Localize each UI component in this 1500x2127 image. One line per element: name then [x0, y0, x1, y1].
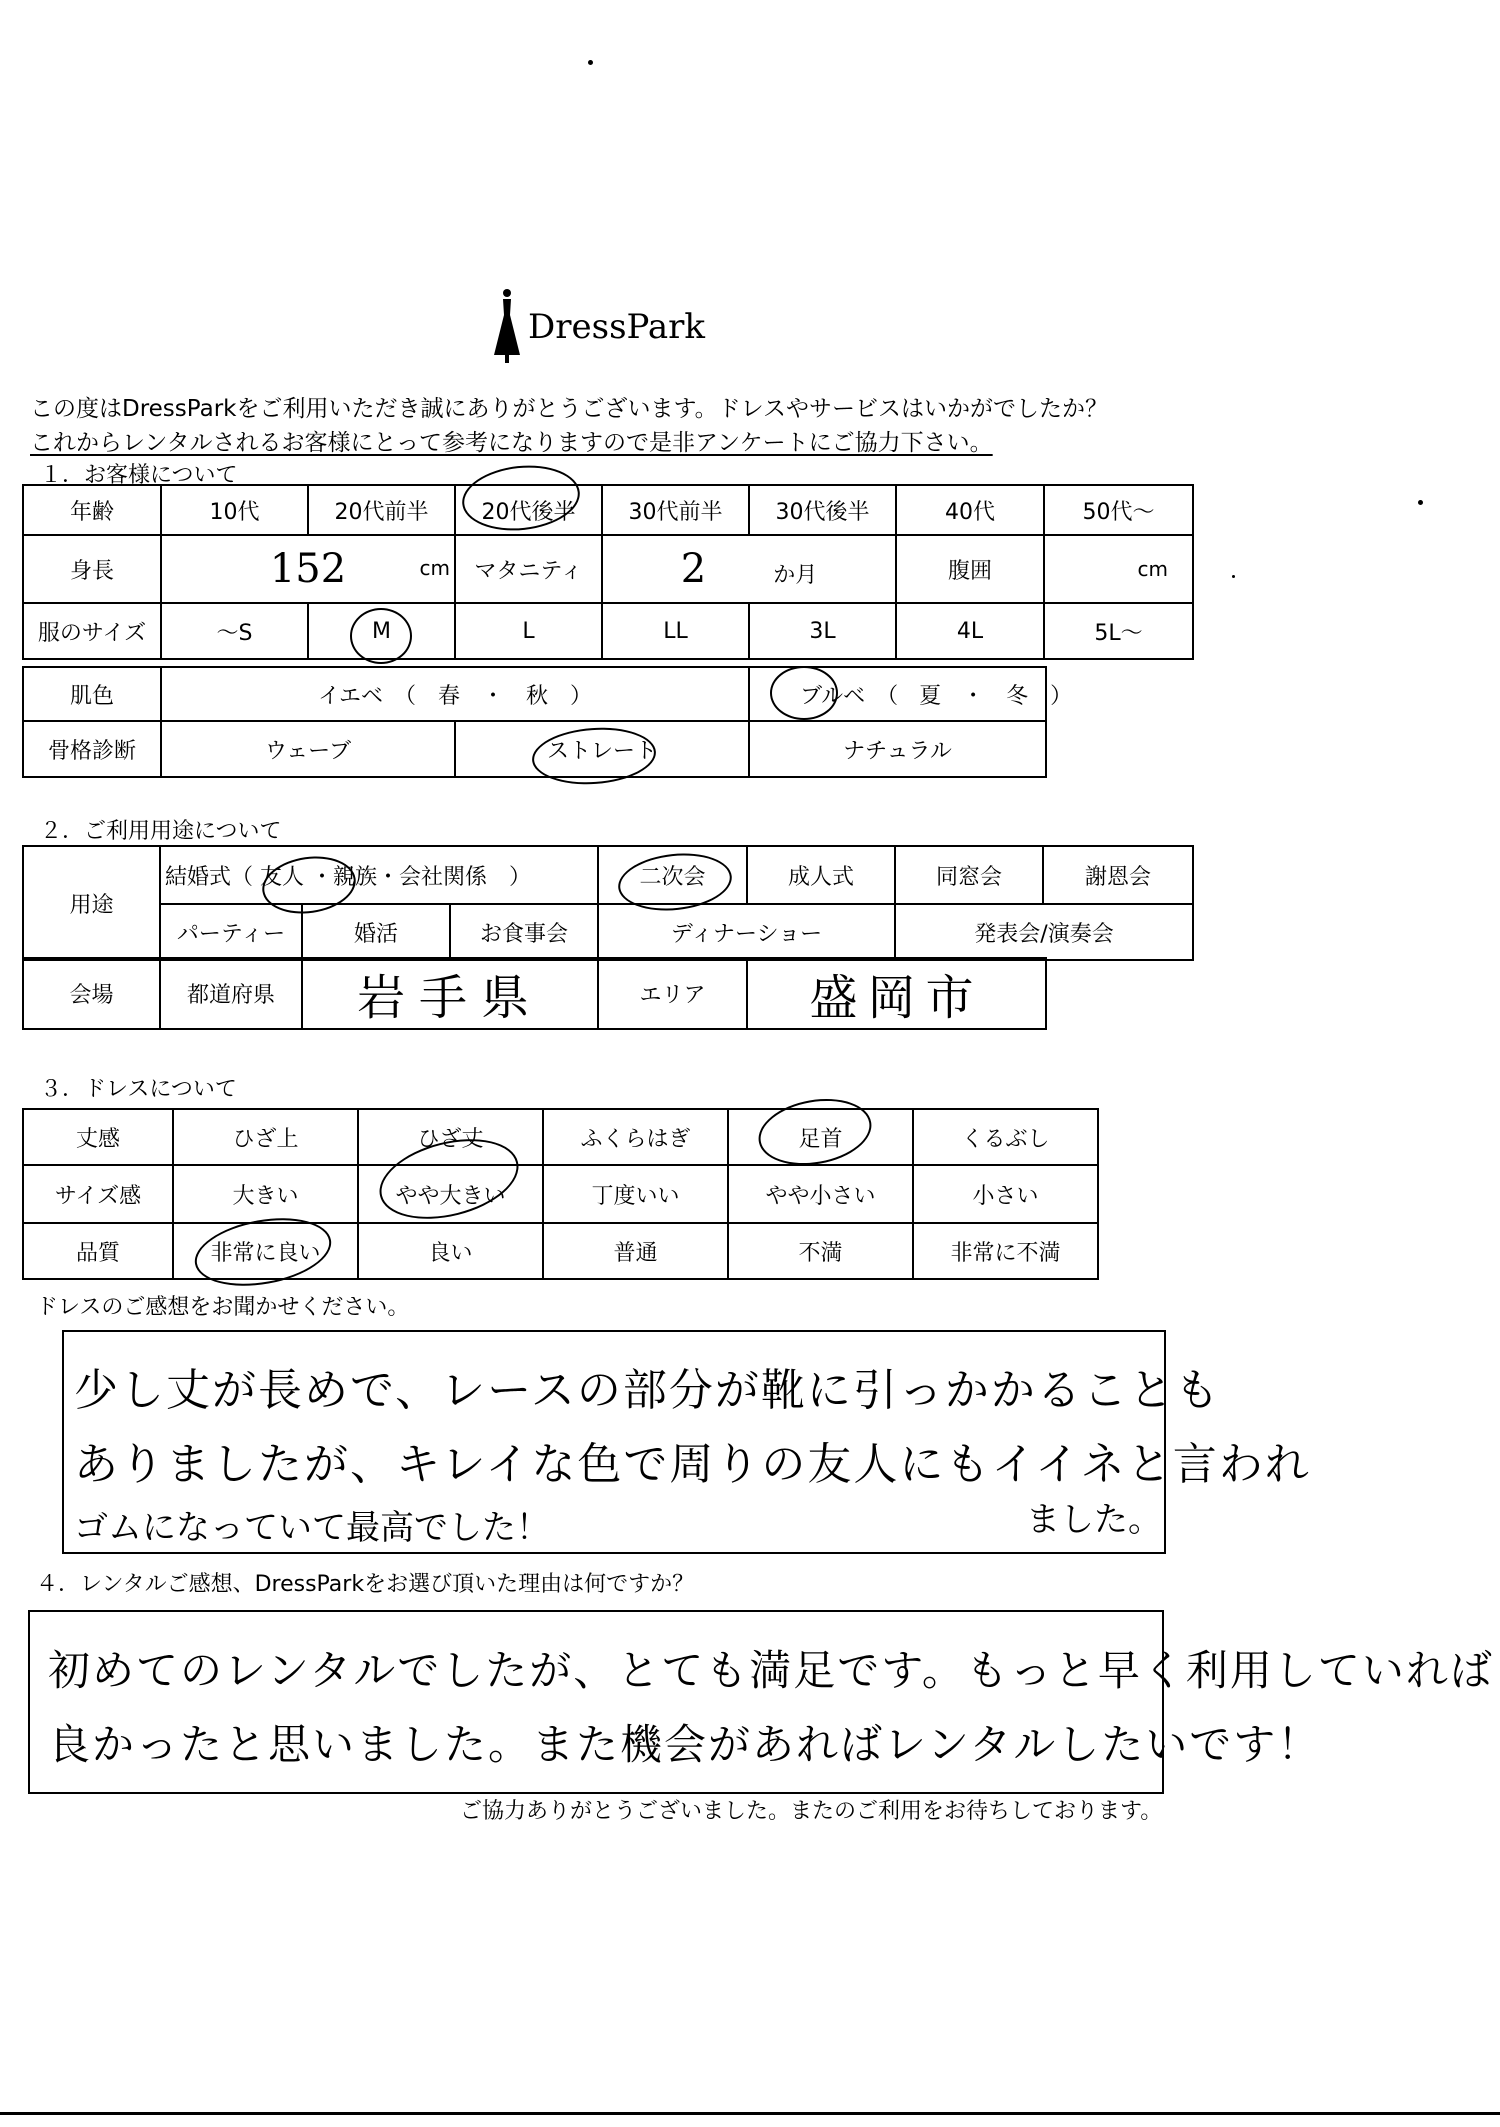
purpose-row-1 [23, 846, 1193, 904]
quality-option[interactable]: 良い [358, 1223, 543, 1279]
purpose-option[interactable]: 同窓会 [895, 846, 1043, 904]
section-2-title: ２．ご利用用途について [40, 819, 282, 844]
dress-comment-prompt: ドレスのご感想をお聞かせください。 [36, 1295, 410, 1320]
customer-table [22, 484, 1194, 660]
skeleton-option[interactable]: ウェーブ [161, 721, 455, 777]
skeleton-row [23, 721, 1046, 777]
venue-table [22, 957, 1047, 1030]
purpose-option[interactable]: ディナーショー [598, 904, 895, 960]
purpose-option[interactable]: お食事会 [450, 904, 598, 960]
quality-option[interactable]: 普通 [543, 1223, 728, 1279]
size-option[interactable]: ～S [161, 603, 308, 659]
section-3-title: ３．ドレスについて [40, 1077, 237, 1102]
skin-summer-option[interactable]: 夏 [919, 683, 942, 709]
fit-option[interactable]: 丁度いい [543, 1165, 728, 1223]
height-row [23, 535, 1193, 603]
quality-option[interactable]: 非常に不満 [913, 1223, 1098, 1279]
purpose-label: 用途 [23, 846, 160, 960]
skin-row [23, 667, 1046, 721]
length-option[interactable]: ひざ丈 [358, 1109, 543, 1165]
fit-option[interactable]: やや小さい [728, 1165, 913, 1223]
length-option[interactable]: くるぶし [913, 1109, 1098, 1165]
quality-option[interactable]: 不満 [728, 1223, 913, 1279]
purpose-row-2 [23, 904, 1193, 960]
length-row [23, 1109, 1098, 1165]
scan-speck [1418, 500, 1423, 505]
dress-table [22, 1108, 1099, 1280]
height-unit: cm [419, 556, 450, 580]
age-label: 年齢 [23, 485, 161, 535]
logo-text: DressPark [528, 307, 706, 347]
fit-option[interactable]: 大きい [173, 1165, 358, 1223]
scan-edge-line [0, 2112, 1500, 2115]
wedding-friend-option[interactable]: 友人 [260, 864, 305, 890]
maternity-unit: か月 [773, 563, 818, 588]
age-row [23, 485, 1193, 535]
skeleton-label: 骨格診断 [23, 721, 161, 777]
length-option-selected[interactable]: 足首 [728, 1109, 913, 1165]
dresspark-logo [490, 285, 740, 365]
size-option[interactable]: 5L～ [1044, 603, 1193, 659]
venue-label: 会場 [23, 958, 160, 1029]
skin-blue-prefix: ブルベ （ [800, 683, 899, 709]
skin-blue-suffix: ・ 冬 ） [962, 683, 1073, 709]
dress-icon [490, 285, 524, 365]
size-label: 服のサイズ [23, 603, 161, 659]
dress-comment-line-2: ありましたが、キレイな色で周りの友人にもイイネと言われ [74, 1439, 1311, 1490]
length-option[interactable]: ひざ上 [173, 1109, 358, 1165]
size-option[interactable]: L [455, 603, 602, 659]
rental-comment-box[interactable] [28, 1610, 1494, 1794]
dress-comment-line-3: ゴムになっていて最高でした！ [74, 1508, 550, 1548]
age-option[interactable]: 30代前半 [602, 485, 749, 535]
size-option[interactable]: 3L [749, 603, 896, 659]
section-1-title: １．お客様について [40, 463, 238, 488]
scan-speck [588, 60, 593, 65]
waist-unit: cm [1137, 556, 1168, 581]
purpose-option[interactable]: 成人式 [747, 846, 895, 904]
waist-cell[interactable] [1044, 535, 1193, 603]
size-option-selected[interactable]: M [308, 603, 455, 659]
fit-option-selected[interactable]: やや大きい [358, 1165, 543, 1223]
age-option[interactable]: 30代後半 [749, 485, 896, 535]
size-option[interactable]: LL [602, 603, 749, 659]
skin-skeleton-table [22, 666, 1073, 778]
height-value: 152 [269, 546, 347, 592]
length-option[interactable]: ふくらはぎ [543, 1109, 728, 1165]
maternity-value: 2 [680, 546, 707, 592]
wedding-suffix: ・親族・会社関係 ） [311, 864, 532, 890]
skin-blue-cell [749, 667, 1073, 721]
intro-line-2: これからレンタルされるお客様にとって参考になりますので是非アンケートにご協力下さい。 [30, 430, 993, 456]
purpose-option[interactable]: 婚活 [302, 904, 450, 960]
purpose-option-selected[interactable]: 二次会 [598, 846, 747, 904]
wedding-cell [160, 846, 598, 904]
age-option[interactable]: 50代～ [1044, 485, 1193, 535]
venue-row [23, 958, 1046, 1029]
length-label: 丈感 [23, 1109, 173, 1165]
age-option[interactable]: 20代前半 [308, 485, 455, 535]
fit-option[interactable]: 小さい [913, 1165, 1098, 1223]
skin-label: 肌色 [23, 667, 161, 721]
purpose-option[interactable]: パーティー [160, 904, 302, 960]
wedding-prefix: 結婚式（ [165, 864, 254, 890]
quality-row [23, 1223, 1098, 1279]
purpose-option[interactable]: 発表会/演奏会 [895, 904, 1193, 960]
quality-label: 品質 [23, 1223, 173, 1279]
maternity-label: マタニティ [455, 535, 602, 603]
height-label: 身長 [23, 535, 161, 603]
size-row [23, 603, 1193, 659]
skeleton-option-selected[interactable]: ストレート [455, 721, 749, 777]
skeleton-option[interactable]: ナチュラル [749, 721, 1046, 777]
dress-comment-box[interactable] [62, 1330, 1311, 1554]
height-cell[interactable] [161, 535, 455, 603]
rental-comment-line-1: 初めてのレンタルでしたが、とても満足です。もっと早く利用していれば [48, 1646, 1494, 1695]
maternity-cell[interactable] [602, 535, 896, 603]
area-label: エリア [598, 958, 747, 1029]
section-4-title: ４．レンタルご感想、DressParkをお選び頂いた理由は何ですか？ [36, 1572, 695, 1597]
age-option-selected[interactable]: 20代後半 [455, 485, 602, 535]
prefecture-label: 都道府県 [160, 958, 302, 1029]
scan-speck [1232, 575, 1235, 578]
dress-comment-line-3b: ました。 [1026, 1500, 1162, 1540]
quality-option-selected[interactable]: 非常に良い [173, 1223, 358, 1279]
prefecture-value[interactable]: 岩手県 [302, 958, 598, 1029]
rental-comment-line-2: 良かったと思いました。また機会があればレンタルしたいです！ [48, 1720, 1322, 1769]
intro-line-1: この度はDressParkをご利用いただき誠にありがとうございます。ドレスやサービスはいかがでしたか？ [30, 396, 1108, 422]
purpose-option[interactable]: 謝恩会 [1043, 846, 1193, 904]
age-option[interactable]: 10代 [161, 485, 308, 535]
age-option[interactable]: 40代 [896, 485, 1044, 535]
waist-label: 腹囲 [896, 535, 1044, 603]
dress-comment-line-1: 少し丈が長めで、レースの部分が靴に引っかかることも [74, 1365, 1221, 1416]
size-option[interactable]: 4L [896, 603, 1044, 659]
fit-label: サイズ感 [23, 1165, 173, 1223]
skin-yellow-option[interactable]: イエベ （ 春 ・ 秋 ） [161, 667, 749, 721]
area-value[interactable]: 盛岡市 [747, 958, 1046, 1029]
fit-row [23, 1165, 1098, 1223]
footer-thanks: ご協力ありがとうございました。またのご利用をお待ちしております。 [460, 1799, 1163, 1824]
purpose-table [22, 845, 1194, 961]
